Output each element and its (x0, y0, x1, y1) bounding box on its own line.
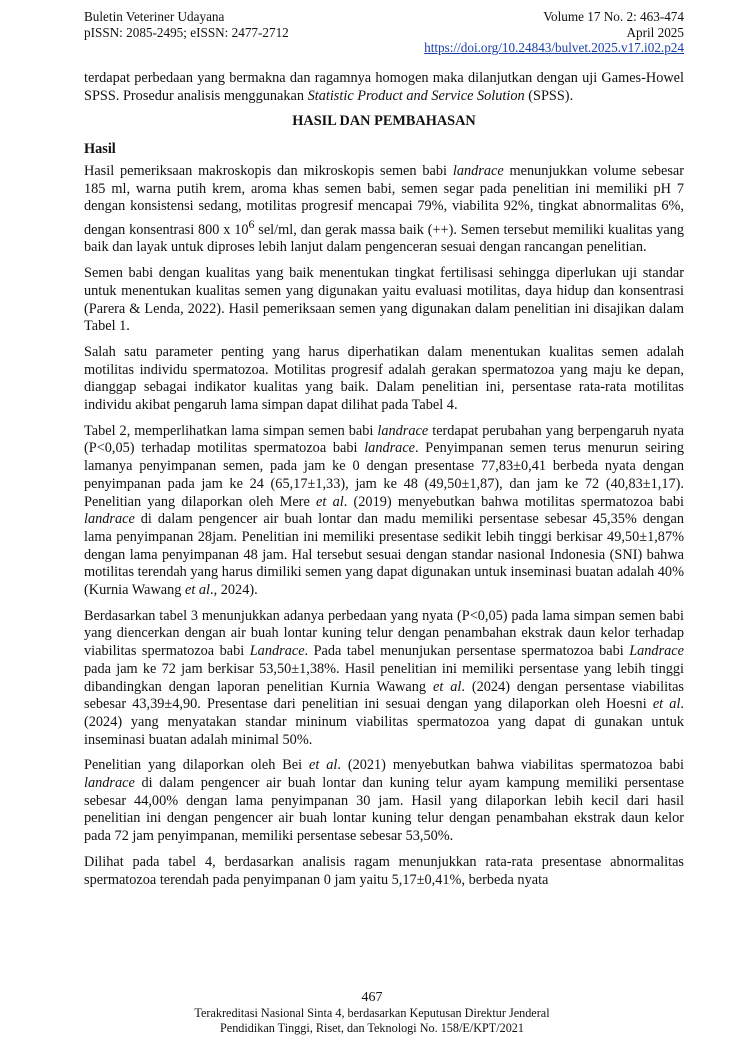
paragraph: Penelitian yang dilaporkan oleh Bei et al. (2021) menyebutkan bahwa viabilitas spermatozoa babi landrace di dalam pengencer air buah lontar dan kuning telur ayam kampung memiliki persentase sebesar 44,00% dengan lama penyimpanan 30 jam. Hasil yang dilaporkan lebih kecil dari hasil penelitian ini dengan pengencer air buah lontar kuning telur dengan penambahan ekstrak daun kelor pada 72 jam penyimpanan, memiliki persentase sebesar 53,50%. (84, 757, 684, 845)
paragraph: Salah satu parameter penting yang harus diperhatikan dalam menentukan kualitas semen adalah motilitas individu spermatozoa. Motilitas progresif adalah gerakan spermatozoa yang maju ke depan, dianggap sebagai indikator kualitas yang baik. Dalam penelitian ini, persentase rata-rata motilitas individu akibat pengaruh lama simpan dapat dilihat pada Tabel 4. (84, 343, 684, 414)
journal-name: Buletin Veteriner Udayana (84, 9, 225, 24)
paragraph: terdapat perbedaan yang bermakna dan ragamnya homogen maka dilanjutkan dengan uji Games-Howel SPSS. Prosedur analisis menggunakan Statistic Product and Service Solution (SPSS). (84, 70, 684, 104)
doi-link[interactable]: https://doi.org/10.24843/bulvet.2025.v17.i02.p24 (424, 40, 684, 55)
page-footer (0, 990, 744, 1035)
volume-info: Volume 17 No. 2: 463-474 (543, 9, 684, 24)
section-title: HASIL DAN PEMBAHASAN (292, 113, 476, 130)
article-body (84, 70, 684, 897)
accreditation-line-1: Terakreditasi Nasional Sinta 4, berdasarkan Keputusan Direktur Jenderal (194, 1006, 550, 1020)
accreditation-line-2: Pendidikan Tinggi, Riset, dan Teknologi No. 158/E/KPT/2021 (220, 1020, 524, 1035)
running-header-left (84, 9, 289, 40)
issn: pISSN: 2085-2495; eISSN: 2477-2712 (84, 24, 289, 40)
paragraph: Dilihat pada tabel 4, berdasarkan analisis ragam menunjukkan rata-rata presentase abnormalitas spermatozoa terendah pada penyimpanan 0 jam yaitu 5,17±0,41%, berbeda nyata (84, 853, 684, 888)
paragraph: Hasil pemeriksaan makroskopis dan mikroskopis semen babi landrace menunjukkan volume sebesar 185 ml, warna putih krem, aroma khas semen babi, semen segar pada penelitian ini memiliki pH 7 dengan konsistensi sedang, motilitas progresif mencapai 79%, viabilita 92%, tingkat abnormalitas 6%, dengan konsentrasi 800 x $10^6$ sel/ml, dan gerak massa baik (++). Semen tersebut memiliki kualitas yang baik dan layak untuk diproses lebih lanjut dalam pengenceran sesuai dengan rancangan penelitian. (84, 162, 684, 256)
issue-date: April 2025 (626, 24, 684, 40)
subsection-title: Hasil (84, 141, 116, 158)
paragraph: Semen babi dengan kualitas yang baik menentukan tingkat fertilisasi sehingga diperlukan uji standar untuk menentukan kualitas semen yang digunakan yaitu evaluasi motilitas, daya hidup dan konsentrasi (Parera & Lenda, 2022). Hasil pemeriksaan semen yang digunakan dalam penelitian ini disajikan dalam Tabel 1. (84, 265, 684, 335)
running-header-right (424, 9, 684, 56)
page-number: 467 (361, 990, 383, 1005)
paragraph: Tabel 2, memperlihatkan lama simpan semen babi landrace terdapat perubahan yang berpengaruh nyata (P<0,05) terhadap motilitas spermatozoa babi landrace. Penyimpanan semen terus menurun seiring lamanya penyimpanan semen, pada jam ke 0 dengan presentase 77,83±0,41 berbeda nyata dengan penyimpanan pada jam ke 24 (65,17±1,33), jam ke 48 (49,50±1,87), dan jam ke 72 (40,83±1,17). Penelitian yang dilaporkan oleh Mere et al. (2019) menyebutkan bahwa motilitas spermatozoa babi landrace di dalam pengencer air buah lontar dan madu memiliki persentase sebesar 45,35% dengan lama penyimpanan 28jam. Penelitian ini memiliki presentase sedikit lebih tinggi berkisar 49,50±1,87% dengan lama penyimpanan 48 jam. Hal tersebut sesuai dengan standar nasional Indonesia (SNI) bahwa motilitas terendah yang harus dimiliki semen yang dapat digunakan untuk inseminasi buatan adalah 40% (Kurnia Wawang et al., 2024). (84, 422, 684, 599)
paragraph: Berdasarkan tabel 3 menunjukkan adanya perbedaan yang nyata (P<0,05) pada lama simpan semen babi yang diencerkan dengan air buah lontar kuning telur dengan penambahan ekstrak daun kelor terhadap viabilitas spermatozoa babi Landrace. Pada tabel menunjukan persentase spermatozoa babi Landrace pada jam ke 72 jam berkisar 53,50±1,38%. Hasil penelitian ini memiliki persentase yang lebih tinggi dibandingkan dengan laporan penelitian Kurnia Wawang et al. (2024) dengan persentase viabilitas sebesar 43,39±4,90. Presentase dari penelitian ini sesuai dengan yang dilaporkan oleh Hoesni et al. (2024) yang menyatakan standar mininum viabilitas spermatozoa yang dapat di gunakan untuk inseminasi buatan adalah minimal 50%. (84, 607, 684, 748)
